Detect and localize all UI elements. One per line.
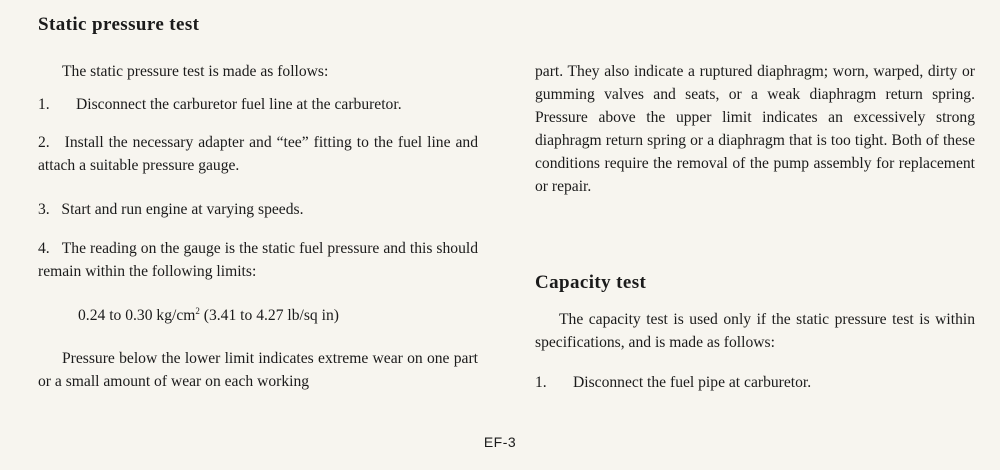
step-number: 2.: [38, 134, 50, 151]
step-number: 4.: [38, 240, 50, 257]
step-3: [38, 198, 303, 221]
limits-superscript: 2: [195, 306, 200, 316]
step-1: [38, 93, 402, 116]
capacity-test-intro: The capacity test is used only if the static pressure test is within specifications, and is made as follows:: [535, 311, 975, 351]
diaphragm-continuation-paragraph: part. They also indicate a ruptured diaphragm; worn, warped, dirty or gumming valves and seats, or a weak diaphragm return spring. Pressure above the upper limit indicates an excessively strong diaphragm return spring or a diaphragm that is too tight. Both of these conditions require the removal of the pump assembly for replacement or repair.: [535, 63, 975, 195]
limits-metric: 0.24 to 0.30 kg/cm: [78, 307, 196, 324]
capacity-test-heading: Capacity test: [535, 272, 647, 293]
step-text: The reading on the gauge is the static fuel pressure and this should remain within the following limits:: [38, 240, 478, 280]
step-number: 3.: [38, 201, 50, 218]
step-text: Install the necessary adapter and “tee” fitting to the fuel line and attach a suitable pressure gauge.: [38, 134, 479, 174]
step-text: Start and run engine at varying speeds.: [61, 201, 304, 218]
step-number: 1.: [38, 96, 50, 113]
pressure-limits: [78, 300, 339, 327]
step-text: Disconnect the fuel pipe at carburetor.: [573, 374, 812, 391]
step-4: [38, 237, 478, 283]
step-number: 1.: [535, 374, 547, 391]
static-test-intro: The static pressure test is made as follows:: [62, 63, 329, 80]
step-2: [38, 131, 478, 177]
capacity-step-1: [535, 371, 811, 394]
page-number: EF-3: [483, 434, 517, 450]
static-pressure-test-heading: Static pressure test: [38, 14, 200, 35]
pressure-below-paragraph: Pressure below the lower limit indicates extreme wear on one part or a small amount of wear on each working: [38, 350, 478, 390]
step-text: Disconnect the carburetor fuel line at the carburetor.: [76, 96, 402, 113]
limits-imperial: (3.41 to 4.27 lb/sq in): [199, 307, 339, 324]
